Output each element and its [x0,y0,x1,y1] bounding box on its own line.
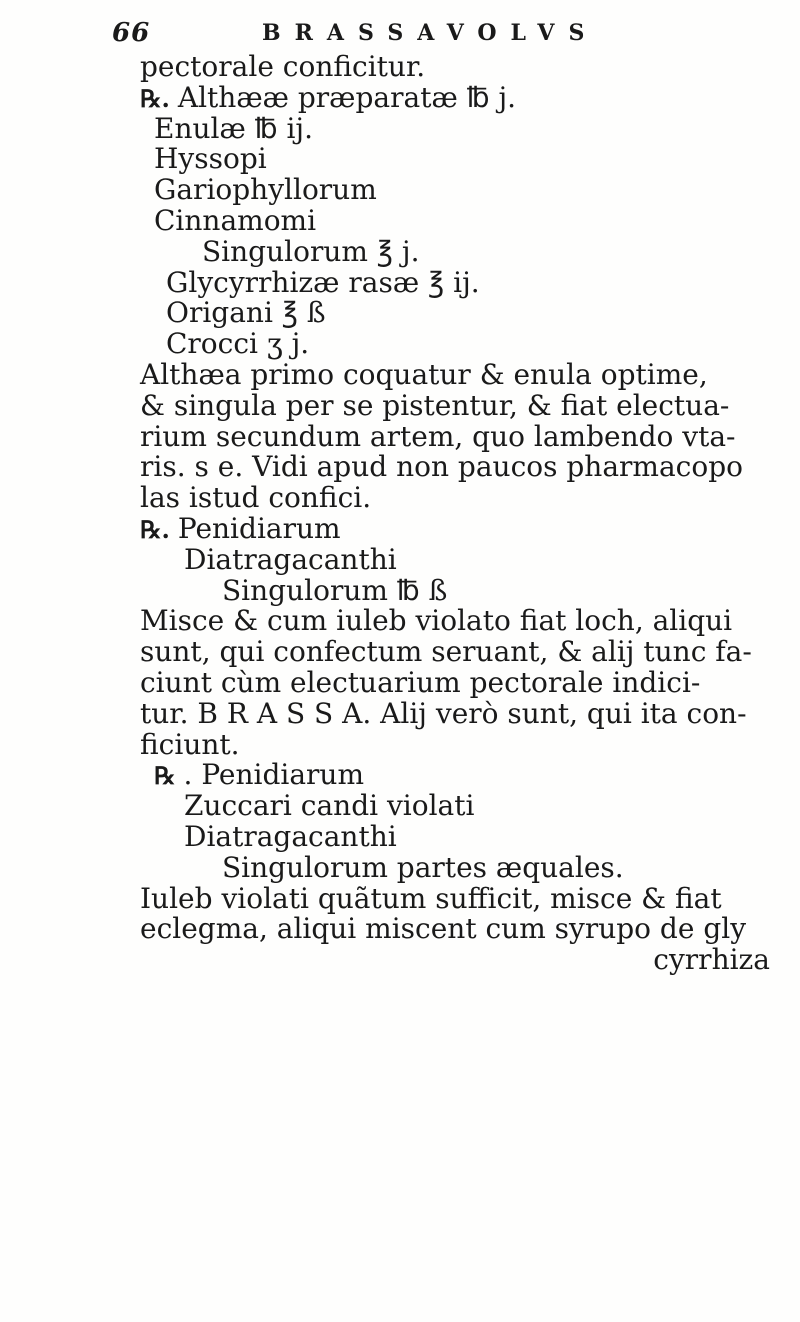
text-line: sunt, qui confectum seruant, & alij tunc fa- [140,635,752,669]
text-line: Gariophyllorum [154,173,377,207]
text-line: ris. s e. Vidi apud non paucos pharmacopo [140,450,743,484]
text-line: Diatragacanthi [184,542,397,576]
text-line: las istud confici. [140,481,372,515]
text-line: Penidiarum [177,511,341,545]
recipe-line [140,760,780,791]
text-line: Iuleb violati quãtum sufficit, misce & fiat [140,881,722,915]
text-line: pectorale conficitur. [140,50,426,83]
text-line: & singula per se pistentur, & fiat electua- [140,388,730,422]
text-line: Hyssopi [154,142,267,176]
text-line: eclegma, aliqui miscent cum syrupo de gly [140,912,747,946]
text-line: cyrrhiza [653,943,770,977]
recipe-symbol: ℞. [140,83,170,113]
text-line: Cinnamomi [154,203,317,237]
text-line: Singulorum ℥ j. [202,234,420,268]
text-line: Diatragacanthi [184,819,397,853]
recipe-symbol: ℞. [140,514,170,544]
text-line: ficiunt. [140,727,240,761]
running-head: BRASSAVOLVS [262,20,599,46]
recipe-line [140,511,780,545]
text-line: ciunt cùm electuarium pectorale indici- [140,665,701,699]
text-line: Singulorum partes æquales. [222,850,624,884]
page-number: 66 [112,18,151,48]
text-line: Althææ præparatæ ℔ j. [177,80,517,114]
recipe-line [140,80,780,114]
text-line: tur. B R A S S A. Alij verò sunt, qui ita con- [140,696,747,730]
text-line: Crocci ʒ j. [166,327,310,361]
recipe-symbol: ℞ [154,761,176,791]
text-line: . Penidiarum [183,758,364,792]
page-header [112,18,672,48]
text-line: Enulæ ℔ ij. [154,111,314,145]
text-line: Misce & cum iuleb violato fiat loch, aliqui [140,604,733,638]
text-line: rium secundum artem, quo lambendo vta- [140,419,736,453]
body-text [140,52,780,976]
text-line: Singulorum ℔ ß [222,573,448,607]
text-line: Zuccari candi violati [184,789,475,823]
text-line: Glycyrrhizæ rasæ ℥ ij. [166,265,480,299]
text-line: Origani ℥ ß [166,296,326,330]
text-line: Althæa primo coquatur & enula optime, [140,357,708,391]
